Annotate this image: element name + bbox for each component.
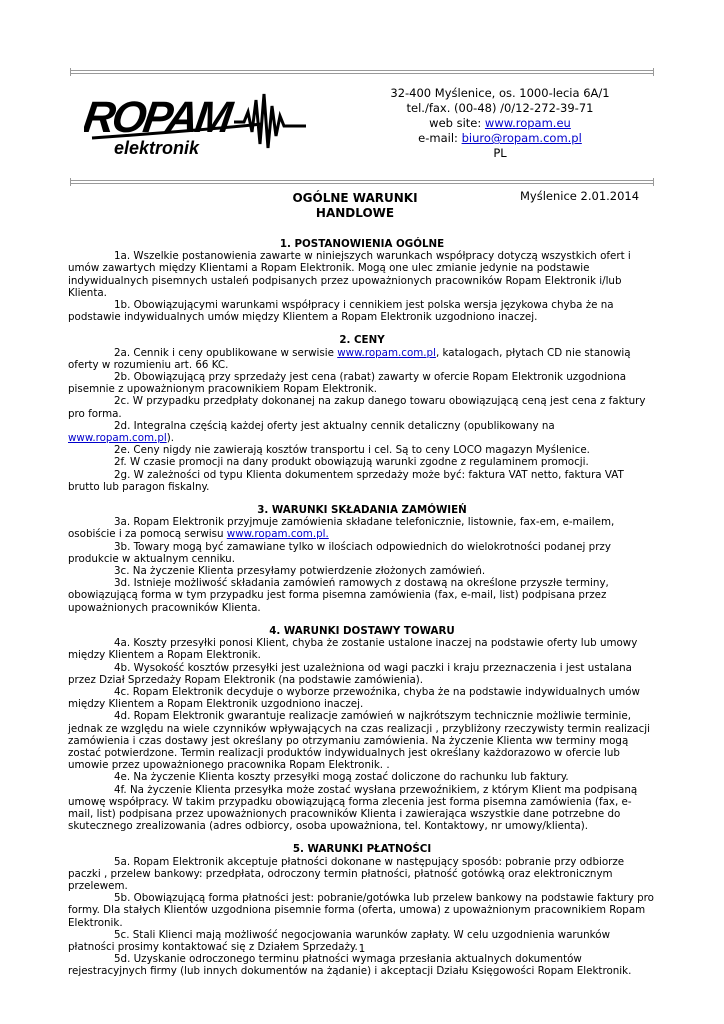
paragraph-4f: 4f. Na życzenie Klienta przesyłka może zostać wysłana przewoźnikiem, z którym Klient ma podpisaną umowę współpracy. W takim przypadku obowiązującą forma zlecenia jest forma pisemna zamówienia (fax, e-mail, list) podpisana przez upoważnionych pracowników Klienta i zawierająca wszystkie dane potrzebne do skutecznego zrealizowania (adres odbiorcy, osoba upoważniona, tel. Kontaktowy, nr umowy/klienta). xyxy=(68,783,638,833)
ropam-link[interactable]: www.ropam.com.pl xyxy=(337,346,436,359)
paragraph-3a: 3a. Ropam Elektronik przyjmuje zamówienia składane telefonicznie, listownie, fax-em, e-mailem, osobiście i za pomocą serwisu www.ropam.com.pl. xyxy=(68,516,615,541)
paragraph-2c: 2c. W przypadku przedpłaty dokonanej na zakup danego towaru obowiązującą ceną jest cena z faktury pro forma. xyxy=(68,395,646,420)
paragraph-4a: 4a. Koszty przesyłki ponosi Klient, chyba że zostanie ustalone inaczej na podstawie oferty lub umowy między Klientem a Ropam Elektronik. xyxy=(68,637,638,662)
paragraph-4e: 4e. Na życzenie Klienta koszty przesyłki mogą zostać doliczone do rachunku lub faktury. xyxy=(114,771,569,784)
phone-line: tel./fax. (00-48) /0/12-272-39-71 xyxy=(406,101,594,115)
paragraph-3c: 3c. Na życzenie Klienta przesyłamy potwierdzenie złożonych zamówień. xyxy=(114,565,486,578)
header-rule-top xyxy=(70,70,654,74)
paragraph-5d: 5d. Uzyskanie odroczonego terminu płatności wymaga przesłania aktualnych dokumentów rejestracyjnych firmy (lub innych dokumentów na żądanie) i akceptacji Działu Księgowości Ropam Elektronik. xyxy=(68,953,632,978)
document-date: Myślenice 2.01.2014 xyxy=(520,189,640,203)
paragraph-3b: 3b. Towary mogą być zamawiane tylko w ilościach odpowiednich do wielokrotności podanej przy produkcie w aktualnym cenniku. xyxy=(68,540,611,565)
section-title: 1. POSTANOWIENIA OGÓLNE xyxy=(279,238,445,250)
paragraph-4b: 4b. Wysokość kosztów przesyłki jest uzależniona od wagi paczki i kraju przeznaczenia i jest ustalana przez Dział Sprzedaży Ropam Elektronik (na podstawie zamówienia). xyxy=(68,661,632,686)
logo-subtext: elektronik xyxy=(114,138,200,158)
paragraph-2b: 2b. Obowiązującą przy sprzedaży jest cena (rabat) zawarty w ofercie Ropam Elektronik uzgodniona pisemnie z upoważnionym pracownikiem Ropam Elektronik. xyxy=(68,371,627,396)
email-line: e-mail: biuro@ropam.com.pl xyxy=(418,131,582,145)
paragraph-5c: 5c. Stali Klienci mają możliwość negocjowania warunków zapłaty. W celu uzgodnienia warunków płatności prosimy kontaktować się z Działem Sprzedaży. xyxy=(68,928,610,953)
paragraph-1a: 1a. Wszelkie postanowienia zawarte w niniejszych warunkach współpracy dotyczą wszystkich ofert i umów zawartych między Klientami a Ropam Elektronik. Mogą one ulec zmianie jedynie na podstawie indywidualnych pisemnych ustaleń podpisanych przez upoważnionych pracowników Ropam Elektronik i/lub Klienta. xyxy=(68,250,631,299)
paragraph-2f: 2f. W czasie promocji na dany produkt obowiązują warunki zgodne z regulaminem promocji. xyxy=(114,456,589,469)
section-title: 4. WARUNKI DOSTAWY TOWARU xyxy=(269,624,455,637)
ropam-link[interactable]: www.ropam.com.pl. xyxy=(226,528,329,541)
section-title: 3. WARUNKI SKŁADANIA ZAMÓWIEŃ xyxy=(257,504,467,517)
paragraph-2e: 2e. Ceny nigdy nie zawierają kosztów transportu i cel. Są to ceny LOCO magazyn Myślenice. xyxy=(114,444,590,457)
company-address-block xyxy=(370,86,630,161)
document-body xyxy=(68,238,656,978)
section-title: 5. WARUNKI PŁATNOŚCI xyxy=(292,843,432,856)
paragraph-2d: 2d. Integralna częścią każdej oferty jest aktualny cennik detaliczny (opublikowany na www.ropam.com.pl). xyxy=(68,419,555,445)
paragraph-4c: 4c. Ropam Elektronik decyduje o wyborze przewoźnika, chyba że na podstawie indywidualnych umów między Klientem a Ropam Elektronik uzgodniono inaczej. xyxy=(68,685,640,711)
paragraph-5a: 5a. Ropam Elektronik akceptuje płatności dokonane w następujący sposób: pobranie przy odbiorze paczki , przelew bankowy: przedpłata, odroczony termin płatności, płatność gotówką oraz elektronicznym przelewem. xyxy=(68,855,625,892)
web-link[interactable]: www.ropam.eu xyxy=(484,116,571,130)
paragraph-2a: 2a. Cennik i ceny opublikowane w serwisie www.ropam.com.pl, katalogach, płytach CD nie stanowią oferty w rozumieniu art. 66 KC. xyxy=(68,346,631,371)
address-line: 32-400 Myślenice, os. 1000-lecia 6A/1 xyxy=(390,86,610,100)
paragraph-2g: 2g. W zależności od typu Klienta dokumentem sprzedaży może być: faktura VAT netto, faktura VAT brutto lub paragon fiskalny. xyxy=(68,468,624,493)
email-link[interactable]: biuro@ropam.com.pl xyxy=(461,131,582,145)
section-title: 2. CENY xyxy=(339,334,385,347)
paragraph-5b: 5b. Obowiązującą forma płatności jest: pobranie/gotówka lub przelew bankowy na podstawie faktury pro formy. Dla stałych Klientów uzgodniona pisemnie forma (oferta, umowa) z upoważnionym pracownikiem Ropam Elektronik. xyxy=(68,892,654,929)
header-rule-bottom xyxy=(70,180,654,184)
document-title: OGÓLNE WARUNKI HANDLOWE xyxy=(292,191,418,220)
web-line: web site: www.ropam.eu xyxy=(429,116,571,130)
paragraph-1b: 1b. Obowiązującymi warunkami współpracy i cennikiem jest polska wersja językowa chyba że na podstawie indywidualnych umów między Klientem a Ropam Elektronik uzgodniono inaczej. xyxy=(68,299,614,324)
country-line: PL xyxy=(493,146,507,160)
paragraph-3d: 3d. Istnieje możliwość składania zamówień ramowych z dostawą na określone przyszłe terminy, obowiązującą forma w tym przypadku jest forma pisemna zamówienia (fax, e-mail, list) podpisana przez upoważnionych pracowników Klienta. xyxy=(68,577,609,614)
logo-wave-icon xyxy=(234,94,306,148)
ropam-link[interactable]: www.ropam.com.pl xyxy=(68,432,167,445)
paragraph-4d: 4d. Ropam Elektronik gwarantuje realizacje zamówień w najkrótszym technicznie możliwie terminie, jednak ze względu na wiele czynników wpływających na czas realizacji , przybliżony rzeczywisty termin realizacji zamówienia i czas dostawy jest określany po otrzymaniu zamówienia. Na życzenie Klienta ww terminy mogą zostać potwierdzone. Termin realizacji produktów indywidualnych jest określany każdorazowo w ofercie lub umowie przez upoważnionego pracownika Ropam Elektronik. . xyxy=(68,710,650,772)
ropam-logo xyxy=(84,86,306,158)
logo-wordmark: ROPAM xyxy=(84,93,233,142)
page-number: 1 xyxy=(358,943,366,955)
